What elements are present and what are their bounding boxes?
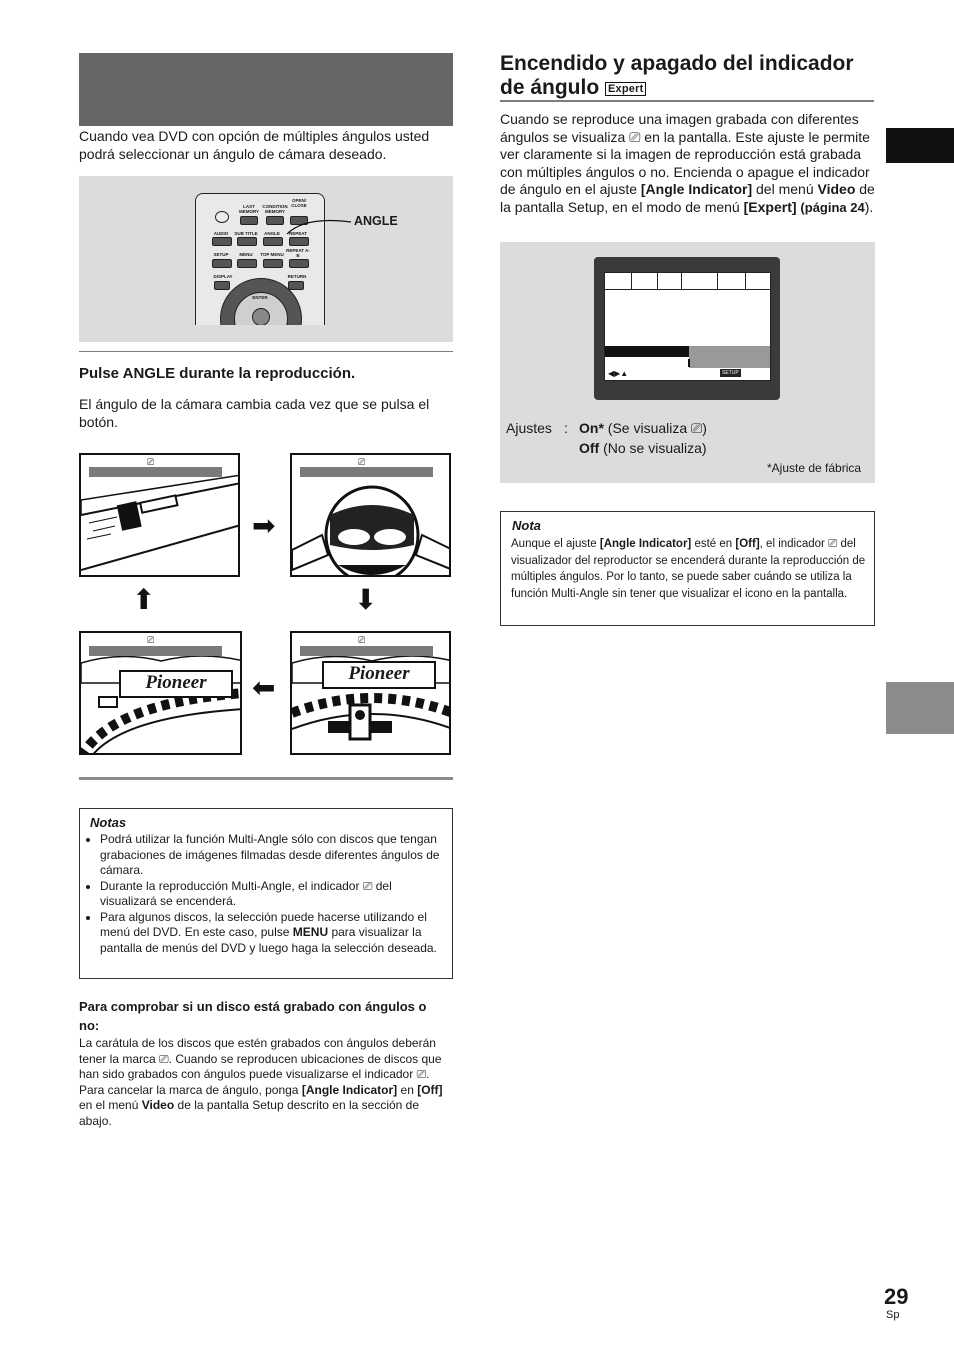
camera-icon: ⎚ — [828, 538, 838, 550]
page-language: Sp — [886, 1309, 900, 1321]
label-enter: ENTER — [252, 295, 268, 300]
ajustes-colon: : — [564, 420, 568, 436]
power-button — [215, 211, 229, 223]
sub-title-button — [237, 237, 257, 246]
check-paragraph — [79, 1036, 451, 1129]
label-setup: SETUP — [213, 252, 229, 257]
title-line-2: de ángulo — [500, 76, 600, 99]
step-text: El ángulo de la cámara cambia cada vez que se pulsa el botón. — [79, 396, 430, 430]
label-angle: ANGLE — [264, 231, 280, 236]
display-button — [214, 281, 230, 290]
divider — [79, 777, 453, 780]
step-heading: Pulse ANGLE durante la reproducción. — [79, 365, 356, 382]
ajustes-label: Ajustes — [506, 420, 552, 436]
top-menu-button — [263, 259, 283, 268]
note-item: • Durante la reproducción Multi-Angle, el indicador ⎚ del visualizará se encenderá. — [100, 879, 448, 910]
enter-button — [252, 308, 270, 325]
osd-tab-bar — [605, 273, 770, 290]
label-sub-title: SUB TITLE — [234, 231, 258, 236]
camera-icon: ⎚ — [147, 635, 155, 645]
arrow-left-icon: ⬅ — [252, 672, 276, 703]
note-item: • Podrá utilizar la función Multi-Angle sólo con discos que tengan grabaciones de imágenes filmadas desde diferentes ángulos de cámara. — [100, 832, 448, 879]
repeat-button — [289, 237, 309, 246]
osd-selected-item — [605, 346, 689, 357]
label-display: DISPLAY — [213, 274, 233, 279]
camera-icon: ⎚ — [416, 1067, 427, 1081]
camera-icon: ⎚ — [691, 420, 703, 436]
osd-option-panel — [689, 346, 770, 368]
label-last-memory: LAST MEMORY — [238, 204, 260, 214]
label-audio: AUDIO — [213, 231, 229, 236]
check-text-2: Para cancelar la marca de ángulo, ponga [Angle Indicator] en [Off] en el menú Video de la pantalla Setup descrito en la sección de abajo. — [79, 1082, 443, 1128]
notes-title: Notas — [90, 815, 127, 830]
screen-angle-2 — [290, 453, 451, 577]
setup-button — [212, 259, 232, 268]
label-repeat-ab: REPEAT A-B — [286, 248, 310, 258]
camera-icon: ⎚ — [159, 1051, 169, 1066]
notes-box — [79, 808, 453, 979]
factory-setting-note: *Ajuste de fábrica — [767, 461, 862, 475]
angle-callout-line — [285, 214, 355, 238]
ajustes-off: Off (No se visualiza) — [579, 440, 707, 456]
angle-indicator-description: Cuando se reproduce una imagen grabada con diferentes ángulos se visualiza ⎚ en la pantalla. Este ajuste le permite ver claramente si la imagen de reproducción está grabada con múltiples ángulos o no. Encienda o apague el indicador de ángulo en el ajuste [Angle Indicator] del menú Video de la pantalla Setup, en el modo de menú [Expert] (página 24). — [500, 111, 875, 215]
check-text-1: La carátula de los discos que estén grabados con ángulos deberán tener la marca ⎚. Cuando se reproducen ubicaciones de discos que han sido grabados con ángulos puede visualizarse el indicador ⎚. — [79, 1036, 442, 1081]
return-button — [288, 281, 304, 290]
label-condition-memory: CONDITION MEMORY — [262, 204, 288, 214]
divider — [500, 100, 874, 102]
section-header-band — [79, 53, 453, 126]
section-tab — [886, 128, 954, 163]
camera-icon: ⎚ — [629, 128, 641, 145]
repeat-ab-button — [289, 259, 309, 268]
arrow-right-icon: ➡ — [252, 510, 276, 541]
label-return: RETURN — [287, 274, 307, 279]
menu-button — [237, 259, 257, 268]
divider — [79, 351, 453, 352]
nota-text: Aunque el ajuste [Angle Indicator] esté en [Off], el indicador ⎚ del visualizador del reproductor se encenderá durante la reproducción de múltiples ángulos. Por lo tanto, se puede saber cuándo se utiliza la función Multi-Angle sin tener que visualizar el icono en la pantalla. — [511, 538, 866, 600]
arrow-up-icon: ⬆ — [132, 584, 156, 615]
screen-angle-4 — [79, 631, 242, 755]
arrow-down-icon: ⬇ — [354, 584, 378, 615]
angle-callout-label: ANGLE — [354, 214, 398, 228]
pioneer-logo: Pioneer — [119, 670, 233, 698]
label-repeat: REPEAT — [289, 231, 307, 236]
camera-icon: ⎚ — [358, 635, 366, 645]
camera-icon: ⎚ — [147, 457, 155, 467]
check-heading: Para comprobar si un disco está grabado con ángulos o no: — [79, 999, 427, 1033]
notes-list — [88, 832, 448, 956]
label-top-menu: TOP MENU — [260, 252, 284, 257]
section-tab — [886, 682, 954, 734]
label-open-close: OPEN/ CLOSE — [291, 198, 307, 208]
nota-title: Nota — [512, 518, 541, 533]
camera-icon: ⎚ — [358, 457, 366, 467]
screen-angle-1 — [79, 453, 240, 577]
remote-control-icon — [195, 193, 325, 325]
nota-box — [500, 511, 875, 626]
ajustes-on: On* (Se visualiza ⎚) — [579, 420, 707, 436]
angle-button — [263, 237, 283, 246]
camera-icon: ⎚ — [362, 878, 373, 893]
page-title — [500, 52, 880, 100]
audio-button — [212, 237, 232, 246]
page-number: 29 — [884, 1284, 909, 1309]
condition-memory-button — [266, 216, 284, 225]
last-memory-button — [240, 216, 258, 225]
note-item: • Para algunos discos, la selección puede hacerse utilizando el menú del DVD. En este caso, pulse MENU para visualizar la pantalla de menús del DVD y luego haga la selección deseada. — [100, 910, 448, 957]
osd-setup-label: SETUP — [722, 370, 739, 376]
label-menu: MENU — [239, 252, 253, 257]
intro-text: Cuando vea DVD con opción de múltiples ángulos usted podrá seleccionar un ángulo de cámara deseado. — [79, 128, 430, 162]
setup-osd-screen — [604, 272, 771, 381]
osd-nav-icons: ◀▶▲ — [608, 369, 629, 378]
expert-badge: Expert — [605, 82, 646, 96]
pioneer-logo: Pioneer — [322, 661, 436, 689]
screen-angle-3 — [290, 631, 451, 755]
title-line-1: Encendido y apagado del indicador — [500, 52, 854, 75]
